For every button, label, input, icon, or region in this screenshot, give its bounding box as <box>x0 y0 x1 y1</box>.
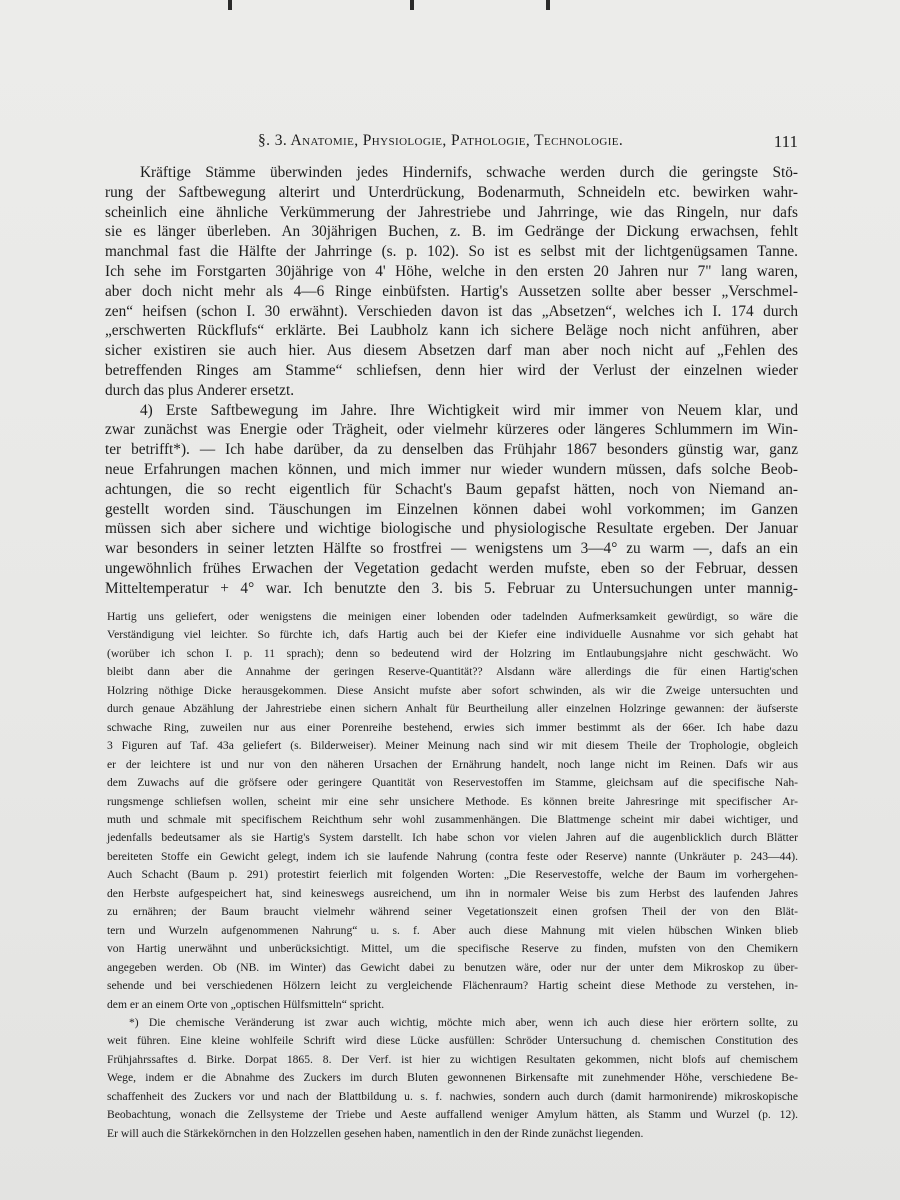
footnote-line: er der leichtere ist und nur von den näheren Ursachen der Ernährung handelt, noch lange nicht im Reinen. Dafs wir aus <box>107 757 798 771</box>
section-heading: §. 3. Anatomie, Physiologie, Pathologie, Technologie. <box>258 132 624 149</box>
text-line: 4) Erste Saftbewegung im Jahre. Ihre Wichtigkeit wird mir immer von Neuem klar, und <box>140 401 798 419</box>
text-line: „erschwerten Rückflufs“ erklärte. Bei Laubholz kann ich sichere Beläge noch nicht anführen, aber <box>105 322 798 340</box>
text-line: manchmal fast die Hälfte der Jahrringe (s. p. 102). So ist es selbst mit der lichtgenügsamen Tanne. <box>105 243 798 261</box>
text-line: achtungen, die so recht eigentlich für Schacht's Baum gepafst hätten, noch von Niemand an- <box>105 480 798 498</box>
footnote-line: (worüber ich schon I. p. 11 sprach); denn so bedeutend wird der Holzring im Entlaubungsjahre nicht geschwächt. Wo <box>107 646 798 660</box>
footnote-line: weit führen. Eine kleine wohlfeile Schrift wird diese Lücke ausfüllen: Schröder Untersuchung d. chemischen Constitution des <box>107 1034 798 1048</box>
text-line: gestellt worden sind. Täuschungen im Einzelnen können dabei wohl vorkommen; im Ganzen <box>105 500 798 518</box>
footnote-line: von Hartig unerwähnt und unberücksichtigt. Mittel, um die specifische Reserve zu finden, mufsten von den Chemikern <box>107 942 798 956</box>
text-line: zwar zunächst was Energie oder Trägheit, oder vielmehr kürzeres oder längeres Schlummern im Win- <box>105 421 798 439</box>
footnote-line: Verständigung viel leichter. So fürchte ich, dafs Hartig auch bei der Kiefer eine individuelle Ausnahme vor sich gehabt hat <box>107 628 798 642</box>
text-line: sie es länger überleben. An 30jährigen Buchen, z. B. im Gedränge der Dickung erwachsen, fehlt <box>105 223 798 241</box>
footnote-line: jedenfalls bedeutsamer als sie Hartig's System darstellt. Ich habe schon vor vielen Jahren auf die augenblicklich durch Blätter <box>107 831 798 845</box>
footnote-line: den Herbste aufgespeichert hat, sind keineswegs ausreichend, um ihn in normaler Weise bis zum Herbst des laufenden Jahres <box>107 886 798 900</box>
footnote-line: Er will auch die Stärkekörnchen in den Holzzellen gesehen haben, namentlich in den der Rinde zunächst liegenden. <box>107 1126 644 1140</box>
running-header <box>100 132 800 156</box>
text-line: scheinlich eine ähnliche Verkümmerung der Jahrestriebe und Jahrringe, wie das Ringeln, nur dafs <box>105 203 798 221</box>
footnote-line: schwache Ring, zuweilen nur aus einer Porenreihe bestehend, erwies sich immer bestimmt als der 66er. Ich habe dazu <box>107 720 798 734</box>
text-line: aber doch nicht mehr als 4—6 Ringe einbüfsten. Hartig's Aussetzen sollte aber besser „Verschmel- <box>105 282 798 300</box>
edge-mark <box>228 0 232 10</box>
text-line: Mitteltemperatur + 4° war. Ich benutzte den 3. bis 5. Februar zu Untersuchungen unter mannig- <box>105 579 798 597</box>
footnote-line: bleibt dann aber die Annahme der geringen Reserve-Quantität?? Alsdann wäre allerdings die für einen Hartig'schen <box>107 665 798 679</box>
footnote-line: Beobachtung, wonach die Zellsysteme der Triebe und Aeste auffallend weniger Amylum hätten, als Stamm und Wurzel (p. 12). <box>107 1108 798 1122</box>
footnote-line: Hartig uns geliefert, oder wenigstens die meinigen einer lobenden oder tadelnden Aufmerksamkeit gewürdigt, so wäre die <box>107 610 798 623</box>
footnote-line: zu ernähren; der Baum braucht vielmehr während seiner Vegetationszeit einen grofsen Theil der von den Blät- <box>107 905 798 919</box>
footnote-line: muth und schmale mit specifischem Reichthum sehr wohl zusammenhängen. Die Blattmenge scheint mir dabei wichtiger, und <box>107 812 798 826</box>
text-line: durch das plus Anderer ersetzt. <box>105 381 295 399</box>
text-line: ungewöhnlich frühes Erwachen der Vegetation gedacht werden mufste, eben so der Februar, dessen <box>105 559 798 577</box>
top-edge-marks <box>0 0 900 12</box>
text-line: betreffenden Ringes am Stamme“ schliefsen, denn hier wird der Verlust der einzelnen wieder <box>105 361 798 379</box>
text-line: neue Erfahrungen machen können, und mich immer nur wieder wundern müssen, dafs solche Beob- <box>105 460 798 478</box>
text-line: müssen sich aber sichere und wichtige biologische und physiologische Resultate ergeben. Der Januar <box>105 520 798 538</box>
footnote-line: dem er an einem Orte von „optischen Hülfsmitteln“ spricht. <box>107 997 385 1011</box>
page-number: 111 <box>773 132 798 151</box>
edge-mark <box>546 0 550 10</box>
text-line: Kräftige Stämme überwinden jedes Hindernifs, schwache werden durch die geringste Stö- <box>140 164 798 181</box>
footnote-line: Frühjahrssaftes d. Birke. Dorpat 1865. 8. Der Verf. ist hier zu wichtigen Resultaten gekommen, nicht blofs auf chemischem <box>107 1052 798 1066</box>
text-line: sicher existiren sie auch hier. Aus diesem Absetzen darf man aber noch nicht auf „Fehlen des <box>105 342 798 360</box>
footnotes <box>107 608 798 1143</box>
footnote-line: Wege, indem er die Abnahme des Zuckers im durch Bluten gewonnenen Birkensafte mit zunehmender Höhe, verschiedene Be- <box>107 1071 798 1085</box>
text-line: ter betrifft*). — Ich habe darüber, da zu denselben das Frühjahr 1867 besonders günstig war, ganz <box>105 441 798 459</box>
text-line: war besonders in seiner letzten Hälfte so frostfrei — wenigstens um 3—4° zu warm —, dafs an ein <box>105 540 798 558</box>
text-line: zen“ heifsen (schon I. 30 erwähnt). Verschieden davon ist das „Absetzen“, welches ich I. 174 durch <box>105 302 798 320</box>
footnote-line: angegeben werden. Ob (NB. im Winter) das Gewicht dabei zu benutzen wäre, oder nur der unter dem Mikroskop zu über- <box>107 960 798 974</box>
footnote-line: dem Zuwachs auf die gröfsere oder geringere Quantität von Reservestoffen im Stamme, gleichsam auf die specifische Nah- <box>107 776 798 790</box>
footnote-line: sehende und bei verschiedenen Hölzern leicht zu vergleichende Flächenraum? Hartig scheint diese Methode zu verstehen, in- <box>107 979 798 993</box>
text-line: Ich sehe im Forstgarten 30jährige von 4' Höhe, welche in den ersten 20 Jahren nur 7" lang waren, <box>105 262 798 280</box>
main-text <box>105 163 798 599</box>
footnote-line: bereiteten Stoffe ein Gewicht gelegt, indem ich sie laufende Nahrung (contra feste oder Reserve) nannte (Unkräuter p. 243—44). <box>107 849 798 863</box>
footnote-line: Auch Schacht (Baum p. 291) protestirt feierlich mit folgenden Worten: „Die Reservestoffe, welche der Baum im vorhergehen- <box>107 868 798 882</box>
footnote-line: rungsmenge schliefsen wollen, scheint mir eine sehr unsichere Methode. Es können breite Jahresringe mit specifischer Ar- <box>107 794 798 808</box>
footnote-line: tern und Wurzeln aufgenommenen Nahrung“ u. s. f. Aber auch diese Mahnung mit vielen hübschen Winken blieb <box>107 923 798 937</box>
footnote-line: 3 Figuren auf Taf. 43a geliefert (s. Bilderweiser). Meiner Meinung nach sind wir mit diesem Theile der Trophologie, obgleich <box>107 739 798 753</box>
footnote-line: durch genaue Abzählung der Jahrestriebe einen sichern Anhalt für Beurtheilung aller einzelnen Holzringe gewannen: der äufserste <box>107 702 798 716</box>
footnote-line: *) Die chemische Veränderung ist zwar auch wichtig, möchte mich aber, wenn ich auch diese hier erörtern sollte, zu <box>129 1015 798 1029</box>
footnote-line: Holzring nöthige Dicke herausgekommen. Diese Ansicht mufste aber sofort schwinden, als wir die Zweige untersuchten und <box>107 683 798 697</box>
footnote-line: schaffenheit des Zuckers vor und nach der Blattbildung u. s. f. nachwies, sondern auch durch (damit harmonirende) mikroskopische <box>107 1089 798 1103</box>
text-line: rung der Saftbewegung alterirt und Unterdrückung, Bodenarmuth, Schneideln etc. bewirken wahr- <box>105 183 798 201</box>
edge-mark <box>410 0 414 10</box>
